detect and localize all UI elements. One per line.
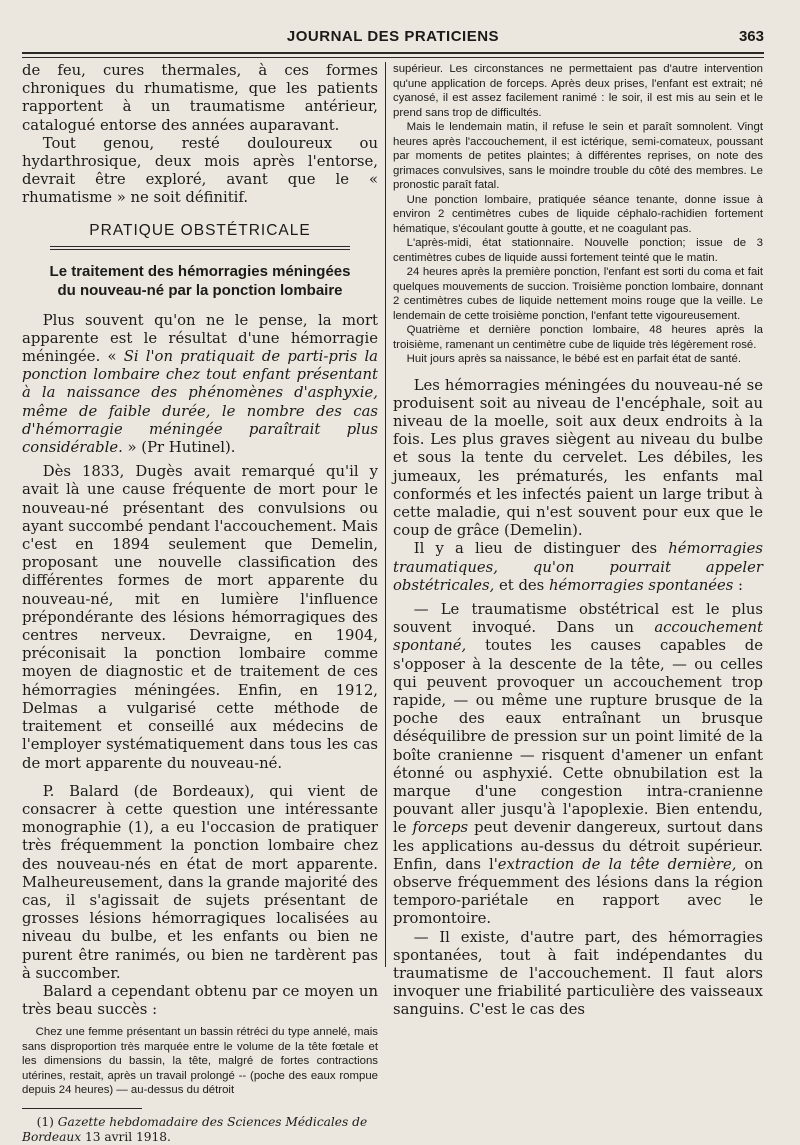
italic-run: forceps xyxy=(412,819,469,837)
footnote xyxy=(22,1115,378,1145)
paragraph-distinction xyxy=(393,540,763,595)
text-run: Il y a lieu de distinguer des xyxy=(413,540,669,558)
text-run: » (Pr Hutinel). xyxy=(122,439,236,457)
footnote-date: 13 avril 1918. xyxy=(81,1129,171,1144)
italic-run: hémorragies traumatiques, qu'on pourrait appeler obstétricales, xyxy=(393,540,763,594)
running-header xyxy=(22,20,764,52)
page-number: 363 xyxy=(738,28,764,45)
footnote-number: (1) xyxy=(36,1114,58,1129)
section-title: PRATIQUE OBSTÉTRICALE xyxy=(89,221,311,239)
text-run: — Le traumatisme obstétrical est le plus souvent invoqué. Dans un xyxy=(393,600,763,637)
case-report-cont-2: Mais le lendemain matin, il refuse le sein et paraît somnolent. Vingt heures après l'accouchement, il est ictérique, semi-comateux, poussant par moments de petites plaintes; à différentes reprises, on note des grimaces convulsives, sans le moindre trouble du côté des membres. Le pronostic paraît fatal. xyxy=(393,121,763,191)
paragraph-balard: P. Balard (de Bordeaux), qui vient de consacrer à cette question une intéressante monographie (1), a eu l'occasion de pratiquer très fréquemment la ponction lombaire chez des nouveau-nés en état de mort apparente. Malheureusement, dans la grande majorité des cas, il s'agissait de sujets présentant de grosses lésions hémorragiques localisées au niveau du bulbe, et les enfants ou bien ne purent être ranimés, ou bien ne tardèrent pas à succomber. xyxy=(22,782,378,982)
text-run: : xyxy=(733,576,744,594)
paragraph-locations: Les hémorragies méningées du nouveau-né se produisent soit au niveau de l'encéphale, soit au niveau de la moelle, soit aux deux endroits à la fois. Les plus graves siègent au niveau du bulbe et sous la tente du cervelet. Les débiles, les jumeaux, les prématurés, les enfants mal conformés et les infectés paient un large tribut à cette maladie, qui n'est souvent pour eux que le coup de grâce (Demelin). xyxy=(393,376,763,540)
italic-run: extraction de la tête dernière, xyxy=(497,855,737,873)
text-run: peut devenir dangereux, surtout dans les applications au-dessus du détroit supérieur. Enfin, dans l' xyxy=(393,819,763,873)
article-title-line-2: du nouveau-né par la ponction lombaire xyxy=(57,281,343,299)
case-report: Chez une femme présentant un bassin rétréci du type annelé, mais sans disproportion très marquée entre le volume de la tête fœtale et les dimensions du bassin, la tête, malgré de fortes contractions utérines, restait, après un travail prolongé -- (poche des eaux rompue depuis 24 heures) — au-dessus du détroit xyxy=(22,1026,378,1097)
paragraph-success: Balard a cependant obtenu par ce moyen un très beau succès : xyxy=(22,982,378,1019)
text-run: on observe fréquemment des lésions dans la région temporo-pariétale en rapport avec le promontoire. xyxy=(393,855,763,928)
text-run: et des xyxy=(494,576,549,594)
left-column xyxy=(22,62,378,1144)
italic-run: accouchement spontané, xyxy=(393,619,763,655)
paragraph-spontaneous: — Il existe, d'autre part, des hémorragies spontanées, tout à fait indépendantes du traumatisme de l'accouchement. Il faut alors invoquer une friabilité particulière des vaisseaux sanguins. C'est le cas des xyxy=(393,928,763,1019)
text-run: toutes les causes capables de s'opposer à la descente de la tête, — ou celles qui peuvent provoquer un accouchement trop rapide, — ou même une rupture brusque de la poche des eaux entraînant un brusque déséquilibre de pression sur un point limité de la boîte cranienne — risquent d'amener un enfant étonné ou asphyxié. Cette obnubilation est la marque d'une congestion intra-cranienne pouvant aller jusqu'à l'apoplexie. Bien entendu, le xyxy=(393,637,763,837)
journal-title: JOURNAL DES PRATICIENS xyxy=(286,28,500,45)
case-report-cont-7: Huit jours après sa naissance, le bébé est en parfait état de santé. xyxy=(406,353,741,365)
text-run: Plus souvent qu'on ne le pense, la mort apparente est le résultat d'une hémorragie méningée. « xyxy=(22,311,378,366)
right-column xyxy=(393,62,763,1050)
section-rule xyxy=(50,246,350,250)
italic-run: hémorragies spontanées xyxy=(548,576,734,594)
paragraph-history: Dès 1833, Dugès avait remarqué qu'il y avait là une cause fréquente de mort pour le nouveau-né présentant des convulsions ou ayant succombé pendant l'accouchement. Mais c'est en 1894 seulement que Demelin, proposant une nouvelle classification des différentes formes de mort apparente du nouveau-né, mit en lumière l'influence prépondérante des lésions hémorragiques des centres nerveux. Devraigne, en 1904, préconisait la ponction lombaire comme moyen de diagnostic et de traitement de ces hémorragies méningées. Enfin, en 1912, Delmas a vulgarisé cette méthode de traitement et conseillé aux médecins de l'employer systématiquement dans tous les cas de mort apparente du nouveau-né. xyxy=(22,463,378,772)
column-divider xyxy=(385,62,386,967)
case-report-cont-1: supérieur. Les circonstances ne permettaient pas d'autre intervention qu'une application de forceps. Après deux prises, l'enfant est extrait; né cyanosé, il est assez facilement ranimé : le soir, il est mis au sein et le prend sans trop de difficultés. xyxy=(393,63,763,119)
case-report-cont-5: 24 heures après la première ponction, l'enfant est sorti du coma et fait quelques mouvements de succion. Troisième ponction lombaire, donnant 2 centimètres cubes de liquide nettement moins rouge que la veille. Le lendemain de cette troisième ponction, l'enfant tette vigoureusement. xyxy=(393,266,763,322)
case-report-cont-3: Une ponction lombaire, pratiquée séance tenante, donne issue à environ 2 centimètres cubes de liquide céphalo-rachidien fortement hématique, s'écoulant goutte à goutte, et ne coagulant pas. xyxy=(393,193,763,235)
paragraph-continued: de feu, cures thermales, à ces formes chroniques du rhumatisme, que les patients rapportent à un traumatisme antérieur, catalogué entorse des années auparavant. xyxy=(22,62,378,134)
footnote-source: Gazette hebdomadaire des Sciences Médicales de Bordeaux xyxy=(22,1114,368,1144)
article-title xyxy=(22,262,378,300)
header-rule xyxy=(22,52,764,58)
footnote-rule xyxy=(22,1108,142,1109)
paragraph-intro xyxy=(22,312,378,458)
case-report-cont-4: L'après-midi, état stationnaire. Nouvelle ponction; issue de 3 centimètres cubes de liquide aussi fortement teinté que le matin. xyxy=(393,237,763,264)
paragraph-knee: Tout genou, resté douloureux ou hydarthrosique, deux mois après l'entorse, devrait être exploré, avant que le « rhumatisme » ne soit définitif. xyxy=(22,134,378,207)
article-title-line-1: Le traitement des hémorragies méningées xyxy=(49,262,351,280)
paragraph-trauma xyxy=(393,601,763,929)
case-report-cont-6: Quatrième et dernière ponction lombaire, 48 heures après la troisième, ramenant un centimètre cube de liquide très légèrement rosé. xyxy=(393,324,763,351)
quotation-italic: Si l'on pratiquait de parti-pris la ponction lombaire chez tout enfant présentant à la naissance des phénomènes d'asphyxie, même de faible durée, le nombre des cas d'hémorragie méningée paraîtrait plus considérable. xyxy=(22,348,378,457)
